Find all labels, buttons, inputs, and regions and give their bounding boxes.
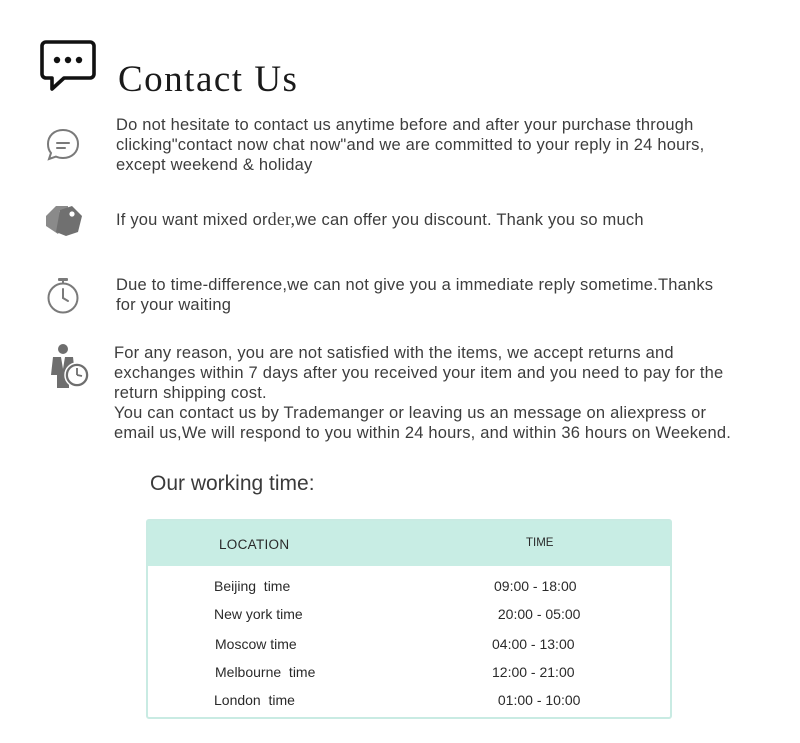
row-time: 01:00 - 10:00 — [494, 692, 581, 708]
row-time: 09:00 - 18:00 — [494, 578, 577, 594]
table-row — [148, 692, 670, 712]
row-location: Melbourne time — [215, 664, 316, 680]
column-header-location: LOCATION — [219, 537, 290, 552]
section-purchase-contact — [116, 115, 756, 175]
row-location: New york time — [214, 606, 303, 622]
stopwatch-icon — [45, 277, 81, 315]
table-row — [148, 578, 670, 598]
table-row — [148, 636, 670, 656]
row-location: Beijing time — [214, 578, 291, 594]
price-tags-icon — [42, 202, 86, 238]
paragraph-text: If you want mixed or — [116, 211, 268, 229]
table-row — [148, 606, 670, 626]
row-location: London time — [214, 692, 295, 708]
section-returns — [114, 343, 754, 443]
paragraph-text-serif: der, — [267, 209, 296, 229]
paragraph-text: we can offer you discount. Thank you so much — [295, 211, 644, 229]
chat-bubble-icon — [40, 40, 96, 92]
paragraph-line: except weekend & holiday — [116, 156, 313, 174]
row-time: 12:00 - 21:00 — [492, 664, 575, 680]
table-header — [148, 521, 670, 566]
paragraph-line: Due to time-difference,we can not give you a immediate reply sometime.Thanks — [116, 276, 714, 294]
table-row — [148, 664, 670, 684]
paragraph-line: Do not hesitate to contact us anytime before and after your purchase through — [116, 116, 694, 134]
paragraph-line: return shipping cost. — [114, 384, 267, 402]
speech-bubble-icon — [45, 128, 81, 162]
section-time-difference — [116, 275, 756, 315]
row-time: 20:00 - 05:00 — [494, 606, 581, 622]
row-location: Moscow time — [215, 636, 297, 652]
paragraph-line: For any reason, you are not satisfied with the items, we accept returns and — [114, 344, 674, 362]
paragraph-line: exchanges within 7 days after you received your item and you need to pay for the — [114, 364, 724, 382]
column-header-time: TIME — [526, 537, 554, 549]
working-time-table — [146, 519, 672, 719]
working-time-heading: Our working time: — [150, 472, 315, 495]
paragraph-line: email us,We will respond to you within 24 hours, and within 36 hours on Weekend. — [114, 424, 732, 442]
section-mixed-order — [116, 209, 766, 230]
paragraph-line: clicking"contact now chat now"and we are committed to your reply in 24 hours, — [116, 136, 705, 154]
row-time: 04:00 - 13:00 — [492, 636, 575, 652]
paragraph-line: You can contact us by Trademanger or leaving us an message on aliexpress or — [114, 404, 707, 422]
page-title: Contact Us — [118, 59, 299, 100]
businessman-clock-icon — [49, 343, 93, 389]
paragraph-line: for your waiting — [116, 296, 232, 314]
